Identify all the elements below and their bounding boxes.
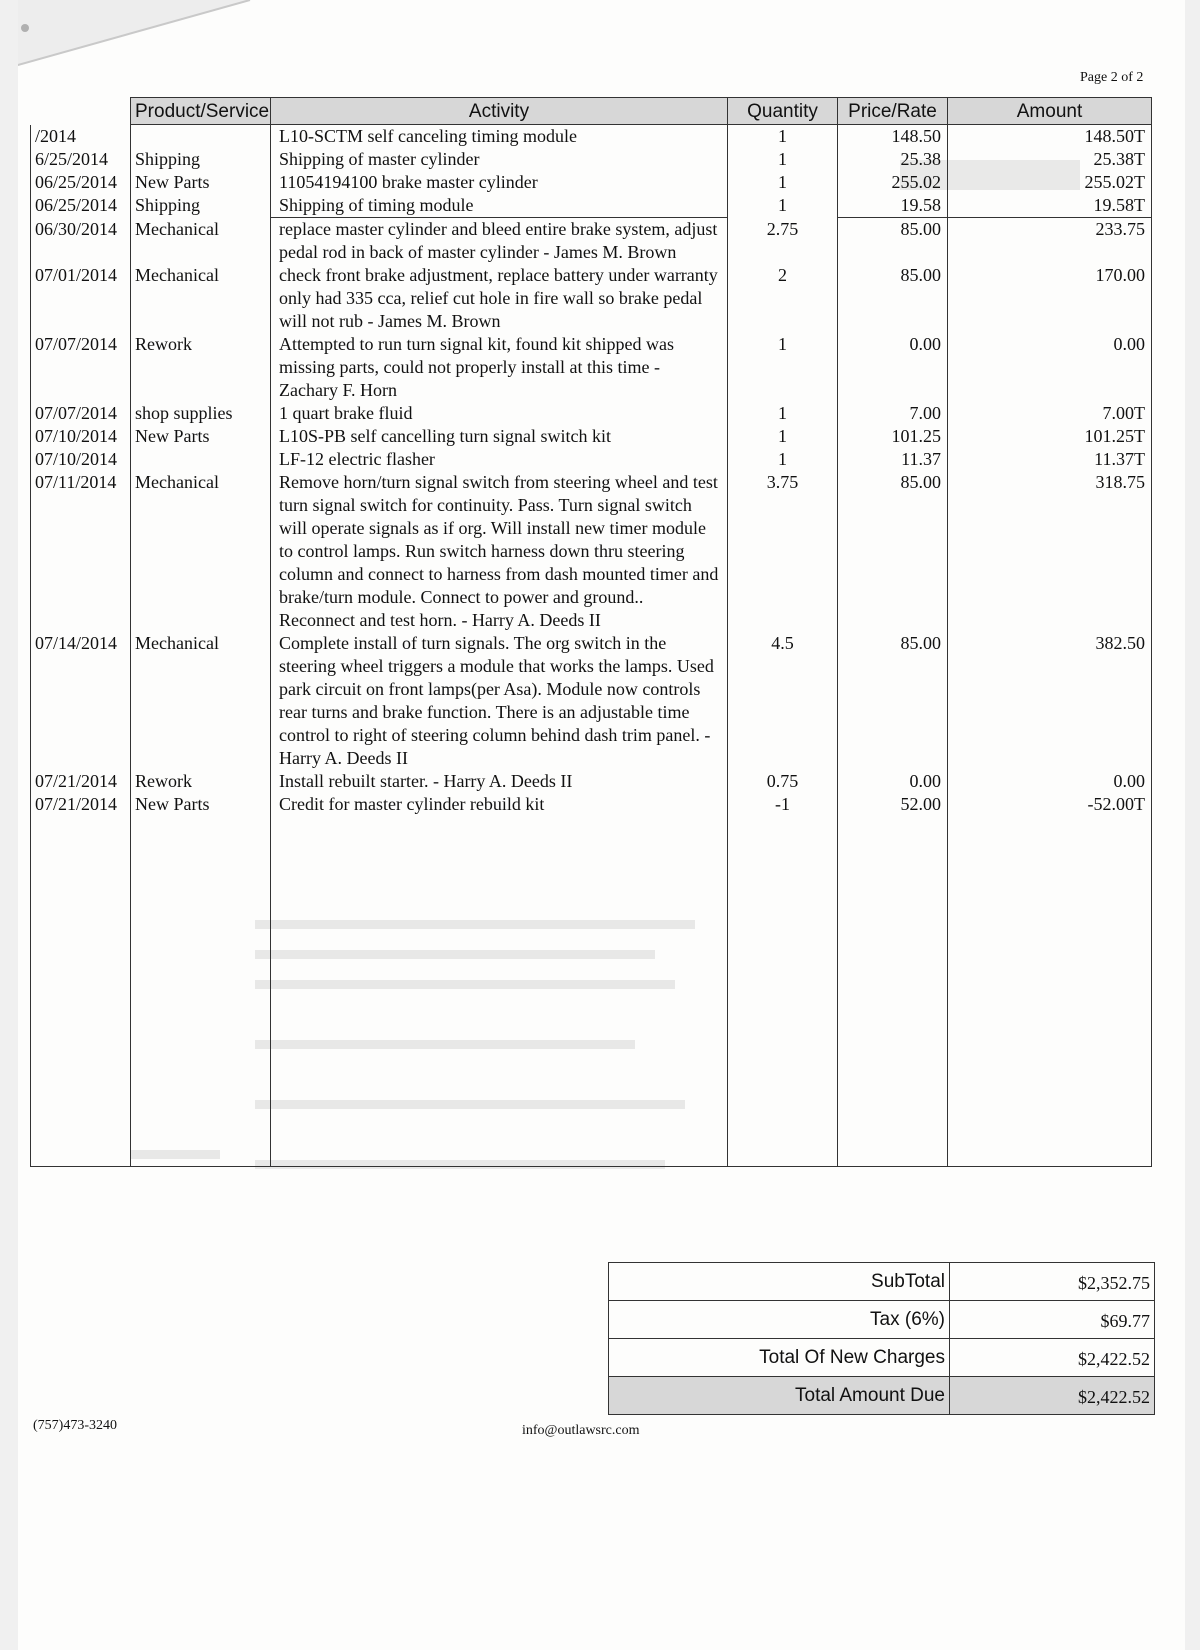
row-activity: Remove horn/turn signal switch from steering wheel and test turn signal switch for continuity. Pass. Turn signal switch will operate signals as if org. Will install new timer module to control lamps. Run switch harness down thru steering column and connect to harness from dash mounted timer and brake/turn module. Connect to power and ground.. Reconnect and test horn. - Harry A. Deeds II [271, 471, 728, 632]
row-date: 07/10/2014 [31, 448, 131, 471]
footer-phone: (757)473-3240 [33, 1418, 117, 1433]
table-filler-row [31, 816, 1152, 1167]
subtotal-label: SubTotal [609, 1263, 950, 1301]
row-rate: 85.00 [838, 218, 948, 265]
row-rate: 85.00 [838, 471, 948, 632]
row-rate: 7.00 [838, 402, 948, 425]
row-amount: 25.38T [948, 148, 1152, 171]
column-header-rate: Price/Rate [838, 98, 948, 125]
row-amount: 11.37T [948, 448, 1152, 471]
row-product [131, 448, 271, 471]
row-quantity: 1 [728, 148, 838, 171]
row-activity: L10S-PB self cancelling turn signal switch kit [271, 425, 728, 448]
empty-cell [131, 816, 271, 1167]
empty-cell [31, 816, 131, 1167]
row-rate: 11.37 [838, 448, 948, 471]
row-quantity: 4.5 [728, 632, 838, 770]
table-row [31, 264, 1152, 333]
row-activity: Shipping of timing module [271, 194, 728, 218]
row-rate: 101.25 [838, 425, 948, 448]
row-rate: 148.50 [838, 125, 948, 149]
row-date: /2014 [31, 125, 131, 149]
row-rate: 255.02 [838, 171, 948, 194]
row-quantity: 3.75 [728, 471, 838, 632]
invoice-line-items [30, 97, 1152, 1167]
row-activity: 11054194100 brake master cylinder [271, 171, 728, 194]
column-header-activity: Activity [271, 98, 728, 125]
table-row [31, 125, 1152, 149]
invoice-totals [608, 1262, 1155, 1415]
row-rate: 85.00 [838, 632, 948, 770]
row-date: 07/21/2014 [31, 793, 131, 816]
empty-cell [838, 816, 948, 1167]
row-quantity: 2.75 [728, 218, 838, 265]
row-quantity: 1 [728, 402, 838, 425]
row-activity: Attempted to run turn signal kit, found kit shipped was missing parts, could not properly install at this time - Zachary F. Horn [271, 333, 728, 402]
row-activity: Shipping of master cylinder [271, 148, 728, 171]
row-amount: 233.75 [948, 218, 1152, 265]
row-rate: 85.00 [838, 264, 948, 333]
row-date: 07/11/2014 [31, 471, 131, 632]
table-row [31, 333, 1152, 402]
row-product: New Parts [131, 793, 271, 816]
row-activity: check front brake adjustment, replace battery under warranty only had 335 cca, relief cut hole in fire wall so brake pedal will not rub - James M. Brown [271, 264, 728, 333]
table-row [31, 402, 1152, 425]
row-quantity: 1 [728, 194, 838, 218]
column-header-product: Product/Service [131, 98, 271, 125]
empty-cell [271, 816, 728, 1167]
row-rate: 0.00 [838, 770, 948, 793]
page-number: Page 2 of 2 [1080, 70, 1144, 85]
amount-due-label: Total Amount Due [609, 1377, 950, 1415]
tax-row [609, 1301, 1155, 1339]
new-charges-row [609, 1339, 1155, 1377]
table-row [31, 218, 1152, 265]
column-header-date [31, 98, 131, 125]
row-product: Mechanical [131, 218, 271, 265]
row-amount: 7.00T [948, 402, 1152, 425]
row-rate: 25.38 [838, 148, 948, 171]
row-date: 06/25/2014 [31, 171, 131, 194]
row-activity: 1 quart brake fluid [271, 402, 728, 425]
row-date: 07/07/2014 [31, 402, 131, 425]
row-date: 06/30/2014 [31, 218, 131, 265]
column-header-quantity: Quantity [728, 98, 838, 125]
row-activity: replace master cylinder and bleed entire brake system, adjust pedal rod in back of master cylinder - James M. Brown [271, 218, 728, 265]
row-amount: -52.00T [948, 793, 1152, 816]
row-rate: 52.00 [838, 793, 948, 816]
amount-due-value: $2,422.52 [950, 1377, 1155, 1415]
row-date: 07/01/2014 [31, 264, 131, 333]
table-row [31, 194, 1152, 218]
table-row [31, 148, 1152, 171]
row-product: Shipping [131, 148, 271, 171]
row-product: New Parts [131, 171, 271, 194]
row-date: 07/14/2014 [31, 632, 131, 770]
table-row [31, 448, 1152, 471]
row-product: Mechanical [131, 264, 271, 333]
new-charges-label: Total Of New Charges [609, 1339, 950, 1377]
table-header [31, 98, 1152, 125]
row-quantity: 1 [728, 425, 838, 448]
row-date: 06/25/2014 [31, 194, 131, 218]
footer-email: info@outlawsrc.com [522, 1423, 640, 1438]
row-product: Rework [131, 770, 271, 793]
row-date: 07/21/2014 [31, 770, 131, 793]
row-amount: 0.00 [948, 333, 1152, 402]
table-row [31, 171, 1152, 194]
row-quantity: -1 [728, 793, 838, 816]
table-row [31, 632, 1152, 770]
table-row [31, 793, 1152, 816]
row-activity: L10-SCTM self canceling timing module [271, 125, 728, 149]
row-product: shop supplies [131, 402, 271, 425]
table-row [31, 425, 1152, 448]
row-date: 6/25/2014 [31, 148, 131, 171]
row-product: Mechanical [131, 632, 271, 770]
new-charges-value: $2,422.52 [950, 1339, 1155, 1377]
row-product: Rework [131, 333, 271, 402]
row-quantity: 1 [728, 125, 838, 149]
row-product: New Parts [131, 425, 271, 448]
row-amount: 382.50 [948, 632, 1152, 770]
row-quantity: 2 [728, 264, 838, 333]
row-activity: Complete install of turn signals. The org switch in the steering wheel triggers a module that works the lamps. Used park circuit on front lamps(per Asa). Module now controls rear turns and brake function. There is an adjustable time control to right of steering column behind dash trim panel. - Harry A. Deeds II [271, 632, 728, 770]
row-rate: 19.58 [838, 194, 948, 218]
row-rate: 0.00 [838, 333, 948, 402]
row-product: Shipping [131, 194, 271, 218]
column-header-amount: Amount [948, 98, 1152, 125]
row-activity: LF-12 electric flasher [271, 448, 728, 471]
row-quantity: 1 [728, 448, 838, 471]
subtotal-value: $2,352.75 [950, 1263, 1155, 1301]
row-amount: 318.75 [948, 471, 1152, 632]
row-amount: 255.02T [948, 171, 1152, 194]
row-date: 07/07/2014 [31, 333, 131, 402]
row-amount: 148.50T [948, 125, 1152, 149]
tax-label: Tax (6%) [609, 1301, 950, 1339]
table-row [31, 471, 1152, 632]
empty-cell [948, 816, 1152, 1167]
row-amount: 170.00 [948, 264, 1152, 333]
row-amount: 0.00 [948, 770, 1152, 793]
row-product: Mechanical [131, 471, 271, 632]
row-amount: 101.25T [948, 425, 1152, 448]
subtotal-row [609, 1263, 1155, 1301]
row-activity: Credit for master cylinder rebuild kit [271, 793, 728, 816]
empty-cell [728, 816, 838, 1167]
row-quantity: 1 [728, 333, 838, 402]
amount-due-row [609, 1377, 1155, 1415]
row-amount: 19.58T [948, 194, 1152, 218]
row-product [131, 125, 271, 149]
row-quantity: 0.75 [728, 770, 838, 793]
row-quantity: 1 [728, 171, 838, 194]
row-date: 07/10/2014 [31, 425, 131, 448]
row-activity: Install rebuilt starter. - Harry A. Deeds II [271, 770, 728, 793]
tax-value: $69.77 [950, 1301, 1155, 1339]
table-row [31, 770, 1152, 793]
